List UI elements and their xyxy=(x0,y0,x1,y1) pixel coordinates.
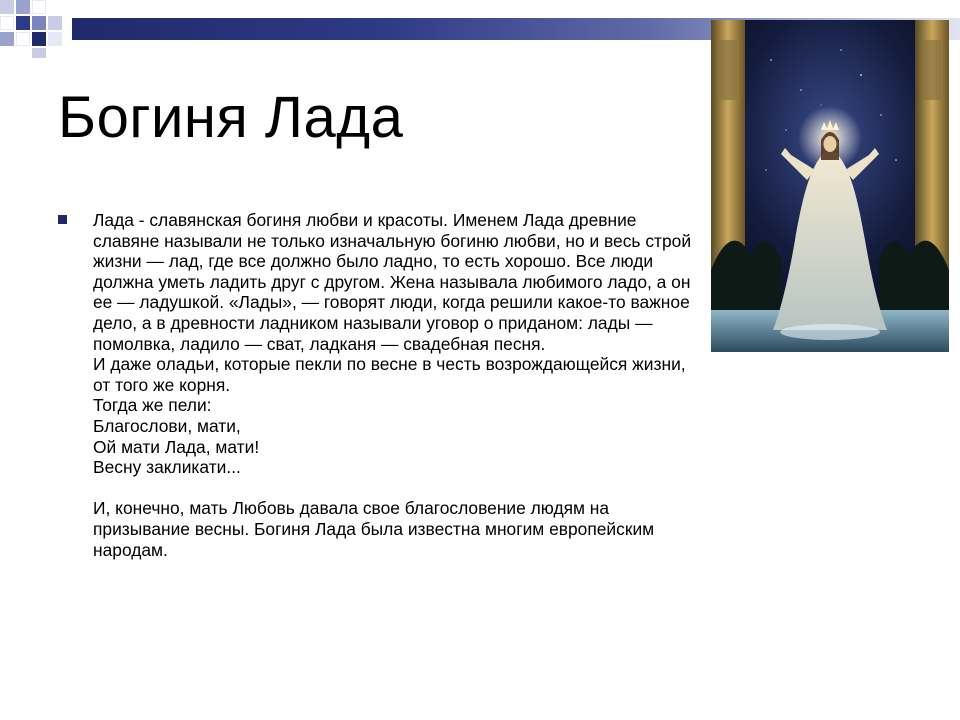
decor-square xyxy=(48,16,62,30)
decor-square xyxy=(16,32,30,46)
decor-square xyxy=(0,32,14,46)
decor-square xyxy=(0,0,14,14)
decor-square xyxy=(16,16,30,30)
decor-square xyxy=(48,32,62,46)
decor-square xyxy=(32,32,46,46)
decor-square xyxy=(16,0,30,14)
slide-body xyxy=(58,210,698,560)
decor-square xyxy=(32,48,46,58)
decor-square xyxy=(32,16,46,30)
decor-square xyxy=(32,0,46,14)
goddess-figure-image xyxy=(711,20,949,352)
slide-title: Богиня Лада xyxy=(58,85,404,150)
body-paragraph: Лада - славянская богиня любви и красоты. Именем Лада древние славяне называли не только изначальную богиню любви, но и весь строй жизни — лад, где все должно было ладно, то есть хорошо. Все люди должна уметь ладить друг с другом. Жена называла любимого ладо, а он ее — ладушкой. «Лады», — говорят люди, когда решили какое-то важное дело, а в древности ладником называли уговор о приданом: лады — помолвка, ладило — сват, ладканя — свадебная песня. И даже оладьи, которые пекли по весне в честь возрождающейся жизни, от того же корня. Тогда же пели: Благослови, мати, Ой мати Лада, мати! Весну закликати... И, конечно, мать Любовь давала свое благословение людям на призывание весны. Богиня Лада была известна многим европейским народам. xyxy=(93,210,692,560)
square-bullet-icon xyxy=(58,215,67,224)
decor-square xyxy=(0,16,14,30)
